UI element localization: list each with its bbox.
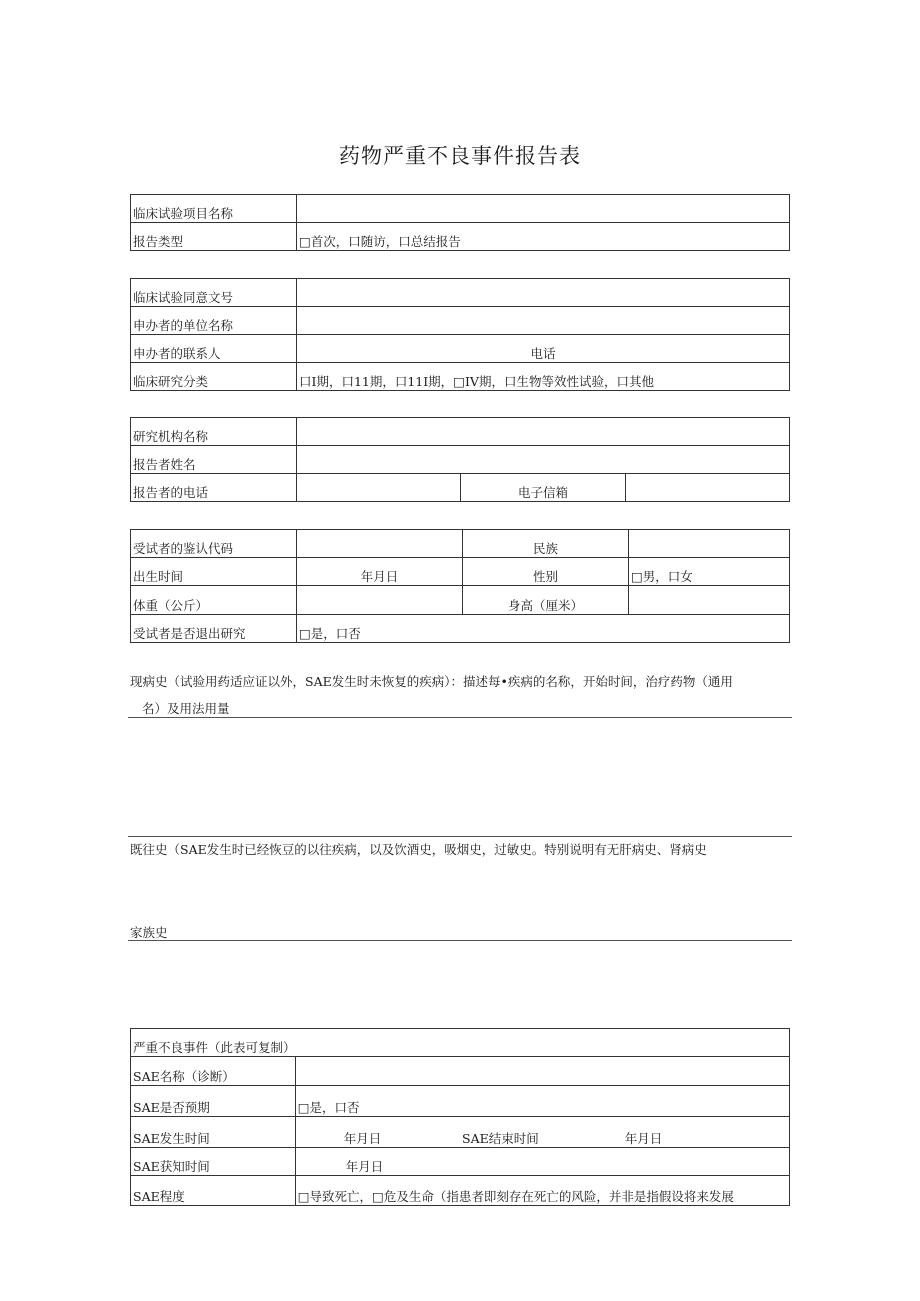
approval-number-label: 临床试验同意文号 (131, 279, 297, 307)
subject-code-field[interactable] (297, 530, 463, 558)
current-history-end-divider (128, 836, 792, 837)
sae-header: 严重不良事件（此表可复制） (131, 1029, 790, 1057)
study-category-label: 临床研究分类 (131, 363, 297, 391)
family-history-heading: 家族史 (130, 925, 168, 940)
approval-number-field[interactable] (297, 279, 790, 307)
page-title: 药物严重不良事件报告表 (339, 144, 581, 168)
sae-expected-options[interactable]: □是，口否 (295, 1086, 789, 1117)
institution-name-field[interactable] (297, 418, 790, 446)
withdraw-label: 受试者是否退出研究 (131, 615, 297, 643)
sae-name-label: SAE名称（诊断） (131, 1057, 296, 1086)
height-field[interactable] (629, 586, 790, 615)
subject-code-label: 受试者的鉴认代码 (131, 530, 297, 558)
email-field[interactable] (625, 474, 789, 502)
ethnicity-label: 民族 (463, 530, 629, 558)
institution-table (130, 417, 790, 502)
sae-severity-label: SAE程度 (131, 1176, 296, 1206)
sponsor-name-field[interactable] (297, 307, 790, 335)
gender-label: 性别 (463, 558, 629, 586)
current-history-heading (130, 672, 790, 690)
report-type-options[interactable]: □首次，口随访，口总结报告 (297, 223, 790, 251)
project-name-label: 临床试验项目名称 (131, 195, 297, 223)
reporter-phone-field[interactable] (297, 474, 461, 502)
sae-severity-options[interactable]: □导致死亡，□危及生命（指患者即刻存在死亡的风险，并非是指假设将来发展 (295, 1176, 789, 1206)
sae-end-field[interactable]: 年月日 (625, 1117, 790, 1148)
reporter-name-field[interactable] (297, 446, 790, 474)
subject-table (130, 529, 790, 643)
birth-date-field[interactable]: 年月日 (297, 558, 463, 586)
height-label: 身高（厘米） (463, 586, 629, 615)
sponsor-phone-label: 电话 (297, 335, 790, 363)
current-history-divider (128, 717, 792, 718)
email-label: 电子信箱 (461, 474, 625, 502)
sae-onset-field[interactable]: 年月日 (295, 1117, 460, 1148)
sae-end-label: SAE结束时间 (460, 1117, 625, 1148)
sae-onset-label: SAE发生时间 (131, 1117, 296, 1148)
gender-options[interactable]: □男，口女 (629, 558, 790, 586)
sae-aware-label: SAE获知时间 (131, 1148, 296, 1176)
weight-label: 体重（公斤） (131, 586, 297, 615)
sae-expected-label: SAE是否预期 (131, 1086, 296, 1117)
birth-date-label: 出生时间 (131, 558, 297, 586)
withdraw-options[interactable]: □是，口否 (297, 615, 790, 643)
family-history-divider (128, 940, 792, 941)
sponsor-table (130, 278, 790, 391)
sponsor-name-label: 申办者的单位名称 (131, 307, 297, 335)
sae-aware-field[interactable]: 年月日 (295, 1148, 789, 1176)
reporter-phone-label: 报告者的电话 (131, 474, 297, 502)
sae-name-field[interactable] (295, 1057, 789, 1086)
weight-field[interactable] (297, 586, 463, 615)
project-table (130, 194, 790, 251)
ethnicity-field[interactable] (629, 530, 790, 558)
reporter-name-label: 报告者姓名 (131, 446, 297, 474)
current-history-line1: 现病史（试验用药适应证以外，SAE发生时未恢复的疾病）：描述每•疾病的名称，开始时间，治疗药物（通用 (130, 674, 733, 689)
past-history-heading: 既往史（SAE发生时已经恢豆的以往疾病，以及饮酒史，吸烟史，过敏史。特别说明有无肝病史、肾病史 (130, 842, 707, 857)
project-name-field[interactable] (297, 195, 790, 223)
sponsor-contact-label: 申办者的联系人 (131, 335, 297, 363)
report-type-label: 报告类型 (131, 223, 297, 251)
current-history-line2: 名）及用法用量 (142, 701, 230, 716)
sae-table (130, 1028, 790, 1206)
study-category-options[interactable]: 口I期，口11期，口11I期，□IV期，口生物等效性试验，口其他 (297, 363, 790, 391)
institution-name-label: 研究机构名称 (131, 418, 297, 446)
